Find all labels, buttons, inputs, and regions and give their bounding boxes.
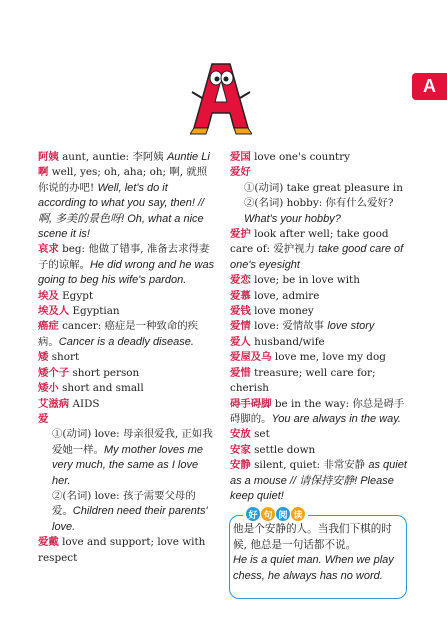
headword: 爱惜 <box>230 366 251 379</box>
headword: 爱戴 <box>38 536 59 549</box>
headword: 爱屋及乌 <box>230 351 272 364</box>
definition: be in the way: 你总是碍手碍脚的。 <box>230 397 405 425</box>
definition: love money <box>250 305 314 318</box>
definition: ②(名词) hobby: 你有什么爱好? <box>244 197 394 210</box>
entry-anjia <box>230 443 408 458</box>
entry-aimu <box>230 289 408 304</box>
definition: love me, love my dog <box>271 351 386 364</box>
entry-aishouaijiao <box>230 397 408 428</box>
sense-2 <box>230 196 408 227</box>
good-sentence-title <box>243 507 308 521</box>
definition: aunt, auntie: 李阿姨 <box>58 151 167 163</box>
definition: husband/wife <box>250 335 325 348</box>
entry-aixiao <box>38 381 216 396</box>
definition: love and support; love with respect <box>38 536 206 564</box>
definition: love, admire <box>250 289 320 302</box>
definition: ①(动词) love: 母亲很爱我, 正如我爱她一样。 <box>52 428 213 456</box>
example: Cancer is a deadly disease. <box>58 335 194 348</box>
definition: short person <box>69 366 140 379</box>
entry-ayi <box>38 150 216 165</box>
headword: 埃及 <box>38 289 59 302</box>
headword: 阿姨 <box>38 151 59 163</box>
entry-aiqing <box>230 319 408 334</box>
entry-aixi <box>230 366 408 397</box>
title-char: 阅 <box>276 507 290 521</box>
entry-aiji <box>38 289 216 304</box>
headword: 矮小 <box>38 382 59 395</box>
letter-tab: A <box>412 73 447 100</box>
headword: 爱恋 <box>230 274 251 287</box>
entry-ailian <box>230 273 408 288</box>
headword: 艾滋病 <box>38 397 70 410</box>
definition: short <box>48 351 80 364</box>
headword: 埃及人 <box>38 305 70 318</box>
example: What's your hobby? <box>244 212 341 225</box>
definition: beg: 他做了错事, 准备去求得妻子的谅解。 <box>38 243 210 271</box>
letter-a-mascot-icon <box>190 58 252 136</box>
example: Auntie Li <box>166 151 210 163</box>
definition: settle down <box>250 443 316 456</box>
right-column <box>230 150 408 504</box>
definition: treasure; well care for; cherish <box>230 366 376 395</box>
headword: 矮 <box>38 351 49 364</box>
definition: AIDS <box>69 397 100 410</box>
sense-1 <box>38 427 216 489</box>
sentence-en: He is a quiet man. When we play chess, he always has no word. <box>233 554 394 582</box>
title-char: 读 <box>291 507 305 521</box>
definition: love: 爱情故事 <box>250 320 328 333</box>
entry-aihu <box>230 227 408 273</box>
definition: look after well; take good care of: 爱护视力 <box>230 228 389 256</box>
headword: 啊 <box>38 166 49 179</box>
definition: set <box>250 428 270 441</box>
example: You are always in the way. <box>271 412 401 425</box>
example: My mother loves me very much, the same as I love her. <box>52 443 203 487</box>
example: Well, let's do it according to what you say, then! // 啊, 多美的景色呀! Oh, what a nice scene it is! <box>38 181 205 241</box>
headword: 碍手碍脚 <box>230 397 272 410</box>
headword: 矮个子 <box>38 366 70 379</box>
definition: short and small <box>58 382 144 395</box>
headword: 爱国 <box>230 151 251 163</box>
entry-aizibing <box>38 397 216 412</box>
definition: well, yes; oh, aha; oh; 啊, 就照你说的办吧! <box>38 166 208 194</box>
entry-aizheng <box>38 319 216 350</box>
entry-aihao <box>230 165 408 180</box>
definition: Egyptian <box>69 305 120 318</box>
headword: 爱好 <box>230 166 251 179</box>
example: love story <box>327 320 375 333</box>
headword: 爱慕 <box>230 289 251 302</box>
definition: love; be in love with <box>250 274 360 287</box>
definition: silent, quiet: 非常安静 <box>250 459 369 472</box>
headword: 爱 <box>38 412 49 425</box>
entry-aidai <box>38 535 216 566</box>
entry-anjing <box>230 458 408 504</box>
entry-ai-love <box>38 412 216 427</box>
definition: Egypt <box>58 289 94 302</box>
sentence-zh: 他是个安静的人。当我们下棋的时候, 他总是一句话都不说。 <box>233 523 392 551</box>
example: Children need their parents' love. <box>52 505 208 533</box>
headword: 安家 <box>230 443 251 456</box>
entry-aijiren <box>38 304 216 319</box>
headword: 安静 <box>230 459 251 472</box>
entry-ai-short <box>38 350 216 365</box>
definition: love one's country <box>250 151 351 163</box>
headword: 爱人 <box>230 335 251 348</box>
entry-aigezi <box>38 366 216 381</box>
headword: 安放 <box>230 428 251 441</box>
entry-airen <box>230 335 408 350</box>
example: as quiet as a mouse // 请保持安静! Please keep quiet! <box>230 459 407 502</box>
headword: 癌症 <box>38 320 59 333</box>
definition: ②(名词) love: 孩子需要父母的爱。 <box>52 489 196 518</box>
entry-aiguo <box>230 150 408 165</box>
entry-aiqian <box>230 304 408 319</box>
example: take good care of one's eyesight <box>230 243 404 271</box>
example: He did wrong and he was going to beg his wife's pardon. <box>38 258 215 287</box>
headword: 哀求 <box>38 243 59 256</box>
headword: 爱钱 <box>230 305 251 318</box>
entry-aiqiu <box>38 242 216 288</box>
left-column <box>38 150 216 566</box>
headword: 爱情 <box>230 320 251 333</box>
sense-1 <box>230 181 408 196</box>
definition: ①(动词) take great pleasure in <box>244 181 403 194</box>
definition: cancer: 癌症是一种致命的疾病。 <box>38 320 199 348</box>
entry-anfang <box>230 427 408 442</box>
title-char: 句 <box>261 507 275 521</box>
headword: 爱护 <box>230 228 251 241</box>
entry-aiwujiwu <box>230 350 408 365</box>
good-sentence-text <box>233 522 403 584</box>
entry-a <box>38 165 216 242</box>
sense-2 <box>38 489 216 535</box>
title-char: 好 <box>246 507 260 521</box>
